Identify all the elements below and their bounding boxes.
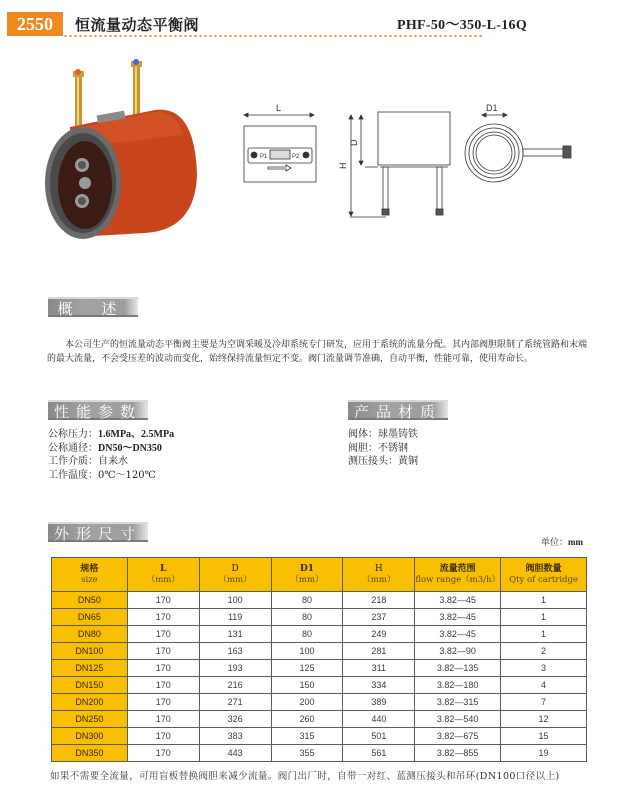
table-cell: 150 (271, 677, 343, 694)
material-value: 黄铜 (398, 456, 418, 467)
unit-value: mm (568, 537, 584, 547)
table-cell: 389 (343, 694, 415, 711)
col-header-l: L （mm） (127, 558, 199, 592)
material-item (348, 428, 418, 442)
size-cell: DN80 (52, 626, 128, 643)
material-label: 测压接头： (348, 456, 398, 467)
col-header-cartridge-qty: 阀胆数量 Qty of cartridge (501, 558, 587, 592)
table-cell: 3.82—45 (415, 609, 501, 626)
spec-label: 公称通径： (48, 442, 98, 454)
performance-list (48, 428, 174, 482)
table-cell: 249 (343, 626, 415, 643)
table-row (52, 677, 587, 694)
table-cell: 334 (343, 677, 415, 694)
table-cell: 163 (199, 643, 271, 660)
section-title-overview: 概 述 (48, 297, 138, 317)
svg-text:D: D (349, 139, 359, 146)
table-row (52, 711, 587, 728)
table-cell: 260 (271, 711, 343, 728)
spec-label: 工作温度： (48, 469, 98, 481)
col-header-h: H （mm） (343, 558, 415, 592)
table-cell: 170 (127, 643, 199, 660)
material-label: 阀胆： (348, 442, 378, 454)
svg-text:L: L (276, 103, 282, 113)
materials-list (348, 428, 418, 469)
table-row (52, 728, 587, 745)
spec-item (48, 469, 174, 483)
overview-text (47, 338, 587, 366)
table-cell: 383 (199, 728, 271, 745)
table-cell: 80 (271, 626, 343, 643)
table-row (52, 609, 587, 626)
section-title-materials: 产品材质 (348, 400, 448, 420)
col-header-d: D （mm） (199, 558, 271, 592)
col-header-flow-range: 流量范围 flow range（m3/h） (415, 558, 501, 592)
unit-note (541, 535, 583, 548)
table-cell: 170 (127, 728, 199, 745)
size-cell: DN50 (52, 592, 128, 609)
section-title-performance: 性能参数 (48, 400, 148, 420)
svg-text:P2: P2 (292, 154, 300, 160)
col-header-d1: D1 （mm） (271, 558, 343, 592)
col-header-size: 规格 size (52, 558, 128, 592)
table-cell: 440 (343, 711, 415, 728)
spec-value: 0℃～120℃ (98, 469, 156, 481)
table-cell: 15 (501, 728, 587, 745)
table-cell: 100 (271, 643, 343, 660)
table-cell: 3.82—540 (415, 711, 501, 728)
size-cell: DN65 (52, 609, 128, 626)
product-photo (25, 45, 225, 245)
dotted-divider (63, 35, 483, 37)
table-cell: 3.82—45 (415, 626, 501, 643)
table-cell: 1 (501, 626, 587, 643)
table-cell: 4 (501, 677, 587, 694)
table-row (52, 643, 587, 660)
table-cell: 170 (127, 609, 199, 626)
table-row (52, 626, 587, 643)
technical-drawing (230, 85, 590, 235)
model-number: PHF-50～350-L-16Q (397, 18, 528, 33)
size-cell: DN125 (52, 660, 128, 677)
table-cell: 443 (199, 745, 271, 762)
spec-label: 公称压力： (48, 429, 98, 440)
table-cell: 311 (343, 660, 415, 677)
spec-value: 1.6MPa、2.5MPa (98, 429, 175, 440)
svg-text:D1: D1 (486, 103, 498, 113)
spec-label: 工作介质： (48, 456, 98, 467)
table-cell: 218 (343, 592, 415, 609)
table-cell: 170 (127, 626, 199, 643)
table-cell: 170 (127, 677, 199, 694)
table-cell: 170 (127, 592, 199, 609)
material-value: 不锈钢 (378, 442, 408, 454)
table-cell: 170 (127, 711, 199, 728)
table-cell: 271 (199, 694, 271, 711)
material-value: 球墨铸铁 (378, 429, 418, 440)
table-body (52, 592, 587, 762)
size-cell: DN350 (52, 745, 128, 762)
table-cell: 170 (127, 660, 199, 677)
table-cell: 326 (199, 711, 271, 728)
table-cell: 315 (271, 728, 343, 745)
table-cell: 200 (271, 694, 343, 711)
table-row (52, 745, 587, 762)
table-cell: 80 (271, 609, 343, 626)
spec-value: DN50～DN350 (98, 442, 162, 454)
product-title: 恒流量动态平衡阀 (75, 16, 200, 34)
size-cell: DN200 (52, 694, 128, 711)
page-number: 2550 (7, 12, 63, 36)
material-item (348, 455, 418, 469)
table-cell: 125 (271, 660, 343, 677)
table-cell: 3.82—180 (415, 677, 501, 694)
table-cell: 19 (501, 745, 587, 762)
spec-item (48, 442, 174, 456)
section-title-dimensions: 外形尺寸 (48, 522, 148, 542)
spec-item (48, 455, 174, 469)
table-cell: 3.82—135 (415, 660, 501, 677)
spec-item (48, 428, 174, 442)
table-cell: 170 (127, 694, 199, 711)
dimension-drawing-icon (230, 85, 590, 235)
table-cell: 3.82—315 (415, 694, 501, 711)
table-cell: 355 (271, 745, 343, 762)
table-cell: 100 (199, 592, 271, 609)
table-row (52, 660, 587, 677)
table-cell: 3.82—90 (415, 643, 501, 660)
table-cell: 237 (343, 609, 415, 626)
table-cell: 1 (501, 609, 587, 626)
table-cell: 561 (343, 745, 415, 762)
table-cell: 3.82—45 (415, 592, 501, 609)
svg-text:H: H (338, 162, 348, 169)
table-header-row (52, 558, 587, 592)
overview-paragraph: 本公司生产的恒流量动态平衡阀主要是为空调采暖及冷却系统专门研发，应用于系统的流量分配。其内部阀胆限制了系统管路和末端的最大流量，不会受压差的波动而变化，始终保持流量恒定不变。阀门流量调节准确，自动平衡，性能可靠，使用寿命长。 (47, 340, 588, 364)
table-cell: 170 (127, 745, 199, 762)
table-cell: 1 (501, 592, 587, 609)
valve-illustration-icon (25, 45, 225, 245)
dimensions-table (51, 557, 587, 762)
table-cell: 119 (199, 609, 271, 626)
table-cell: 12 (501, 711, 587, 728)
size-cell: DN150 (52, 677, 128, 694)
table-cell: 501 (343, 728, 415, 745)
size-cell: DN300 (52, 728, 128, 745)
table-cell: 281 (343, 643, 415, 660)
svg-text:P1: P1 (260, 154, 268, 160)
material-item (348, 442, 418, 456)
spec-value: 自来水 (98, 456, 128, 467)
table-cell: 7 (501, 694, 587, 711)
material-label: 阀体： (348, 429, 378, 440)
table-cell: 2 (501, 643, 587, 660)
table-cell: 3.82—675 (415, 728, 501, 745)
table-row (52, 592, 587, 609)
table-cell: 3 (501, 660, 587, 677)
table-cell: 80 (271, 592, 343, 609)
table-row (52, 694, 587, 711)
table-cell: 193 (199, 660, 271, 677)
table-cell: 216 (199, 677, 271, 694)
table-cell: 3.82—855 (415, 745, 501, 762)
size-cell: DN100 (52, 643, 128, 660)
footnote: 如果不需要全流量，可用盲板替换阀胆来减少流量。阀门出厂时，自带一对红、蓝测压接头和吊环(DN100口径以上) (50, 771, 560, 782)
unit-label: 单位： (541, 538, 569, 548)
size-cell: DN250 (52, 711, 128, 728)
table-cell: 131 (199, 626, 271, 643)
